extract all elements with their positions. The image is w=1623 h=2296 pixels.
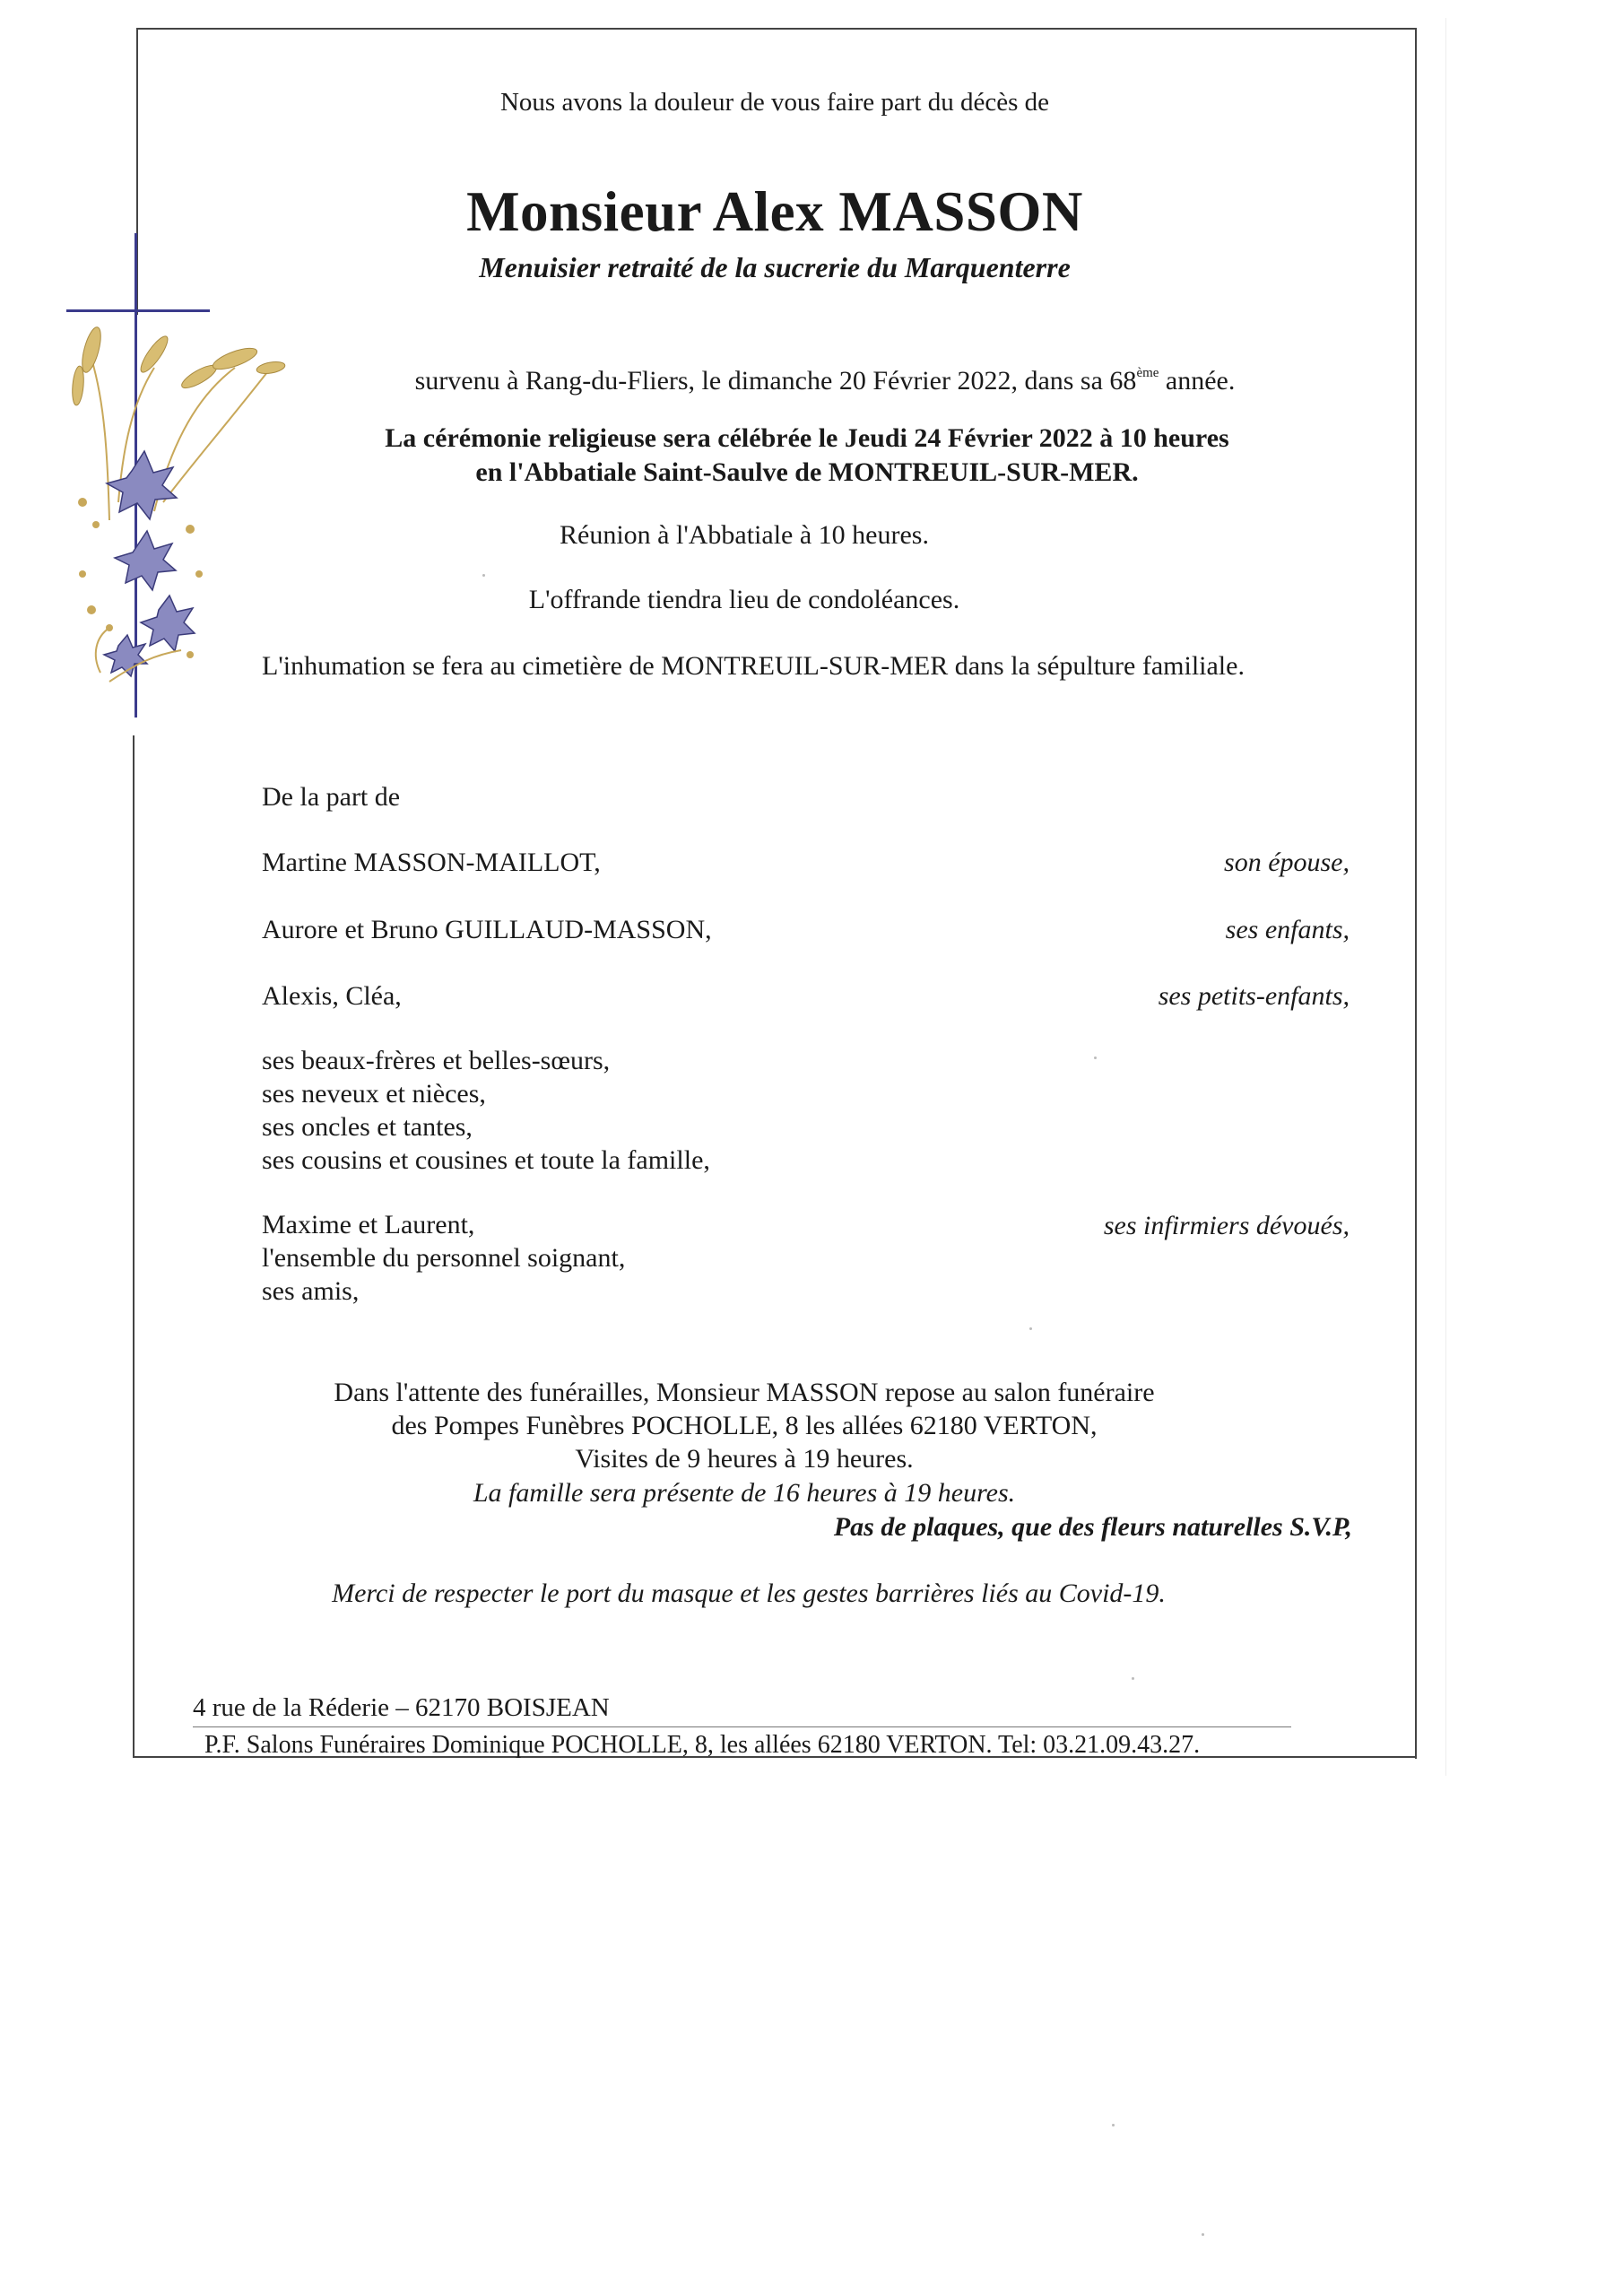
scan-speck xyxy=(1029,1327,1032,1330)
ceremony-line-2: en l'Abbatiale Saint-Saulve de MONTREUIL-SUR-MER. xyxy=(475,457,1139,487)
frame-right-border xyxy=(1415,28,1417,1759)
family-children-role: ses enfants, xyxy=(1225,915,1350,944)
family-carers-line-1: Maxime et Laurent, xyxy=(262,1210,475,1239)
family-extended-line-2: ses neveux et nièces, xyxy=(262,1079,486,1109)
offrande-text: L'offrande tiendra lieu de condoléances. xyxy=(528,585,960,614)
family-carers-line-3: ses amis, xyxy=(262,1276,360,1306)
family-carers-list xyxy=(262,1208,625,1308)
scan-speck xyxy=(1202,2233,1204,2236)
family-extended-line-4: ses cousins et cousines et toute la famille, xyxy=(262,1145,710,1175)
family-intro: De la part de xyxy=(262,782,401,812)
funeral-flowers-note: Pas de plaques, que des fleurs naturelles S.V.P, xyxy=(833,1512,1352,1542)
death-details-end: année. xyxy=(1159,366,1236,396)
funeral-home-info: P.F. Salons Funéraires Dominique POCHOLLE, 8, les allées 62180 VERTON. Tel: 03.21.09.43.27. xyxy=(204,1731,1201,1759)
covid-notice: Merci de respecter le port du masque et les gestes barrières liés au Covid-19. xyxy=(332,1578,1166,1608)
deceased-occupation: Menuisier retraité de la sucrerie du Marquenterre xyxy=(479,251,1071,283)
inhumation-text: L'inhumation se fera au cimetière de MONTREUIL-SUR-MER dans la sépulture familiale. xyxy=(262,651,1245,681)
scan-edge-line xyxy=(1445,18,1446,1776)
scan-speck xyxy=(1112,2124,1115,2126)
frame-top-border xyxy=(136,28,1417,30)
ceremony-details xyxy=(269,422,1345,490)
family-spouse-role: son épouse, xyxy=(1224,848,1350,877)
funeral-line-2: des Pompes Funèbres POCHOLLE, 8 les allées 62180 VERTON, xyxy=(391,1411,1098,1440)
funeral-line-1: Dans l'attente des funérailles, Monsieur MASSON repose au salon funéraire xyxy=(334,1378,1155,1407)
family-address: 4 rue de la Réderie – 62170 BOISJEAN xyxy=(193,1693,610,1722)
family-carers-line-2: l'ensemble du personnel soignant, xyxy=(262,1243,626,1273)
deceased-name: Monsieur Alex MASSON xyxy=(466,180,1083,243)
funeral-visits: Visites de 9 heures à 19 heures. xyxy=(575,1444,914,1474)
reunion-text: Réunion à l'Abbatiale à 10 heures. xyxy=(560,520,929,550)
frame-left-border-lower xyxy=(133,735,135,1758)
footer-divider xyxy=(193,1726,1291,1727)
funeral-family-presence: La famille sera présente de 16 heures à 19 heures. xyxy=(473,1478,1016,1508)
death-details-text: survenu à Rang-du-Fliers, le dimanche 20 Février 2022, dans sa 68 xyxy=(414,366,1137,396)
scan-speck xyxy=(482,574,485,577)
scan-speck xyxy=(1094,1057,1097,1059)
family-extended-line-1: ses beaux-frères et belles-sœurs, xyxy=(262,1046,611,1075)
ceremony-line-1: La cérémonie religieuse sera célébrée le Jeudi 24 Février 2022 à 10 heures xyxy=(385,423,1229,453)
family-extended-line-3: ses oncles et tantes, xyxy=(262,1112,473,1142)
family-children-names: Aurore et Bruno GUILLAUD-MASSON, xyxy=(262,915,712,944)
ordinal-suffix: ème xyxy=(1136,366,1159,380)
family-spouse-name: Martine MASSON-MAILLOT, xyxy=(262,848,601,877)
intro-text: Nous avons la douleur de vous faire part du décès de xyxy=(499,88,1050,117)
family-carers-role: ses infirmiers dévoués, xyxy=(1103,1211,1350,1240)
death-details xyxy=(305,366,1345,396)
family-grandchildren-names: Alexis, Cléa, xyxy=(262,981,402,1011)
scan-speck xyxy=(1132,1677,1134,1680)
family-grandchildren-role: ses petits-enfants, xyxy=(1158,981,1350,1011)
family-extended-list xyxy=(262,1044,710,1177)
